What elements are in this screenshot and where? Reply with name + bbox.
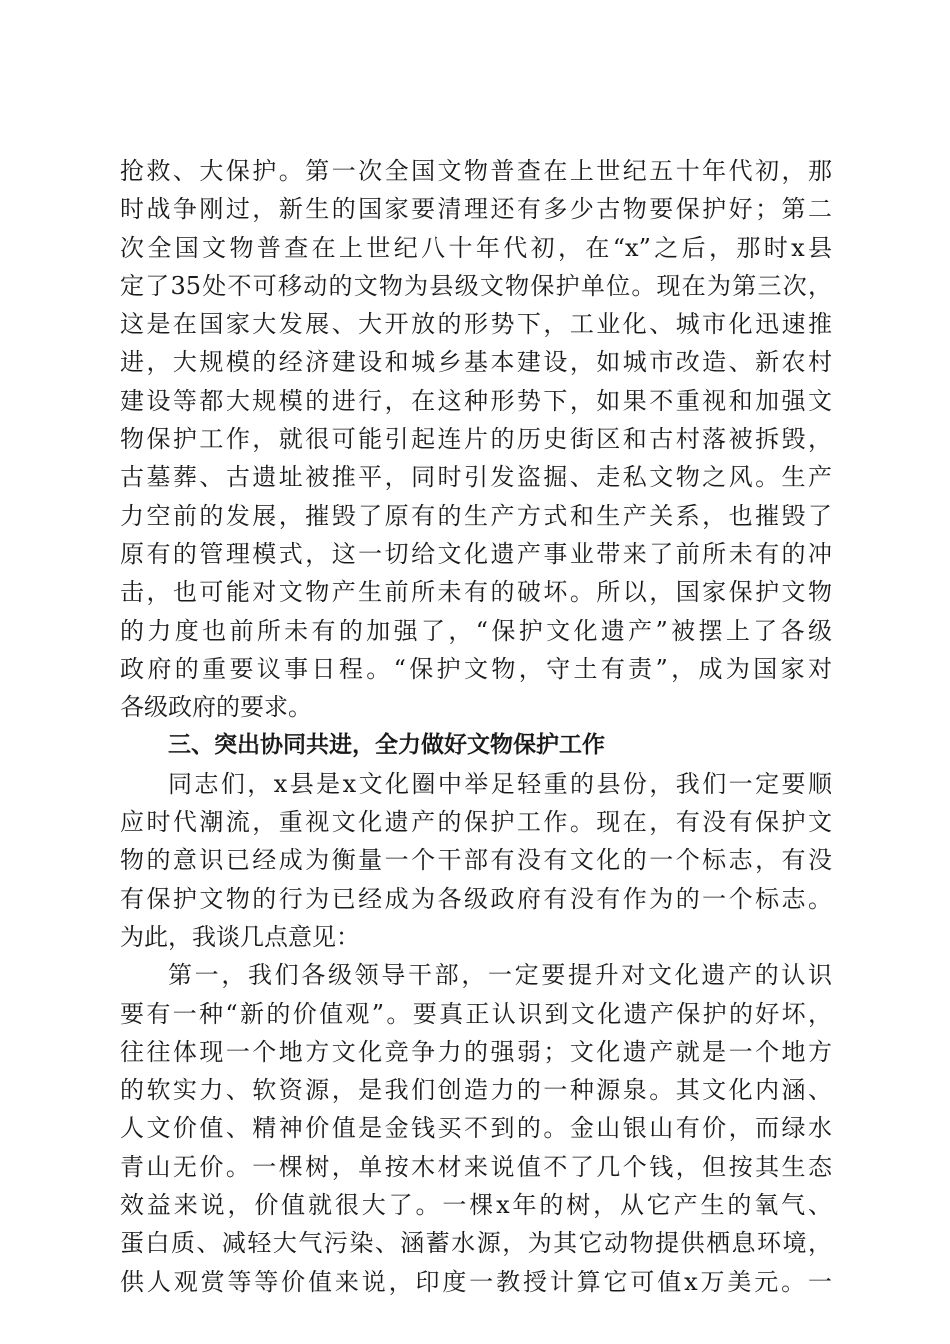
body-line: 物的意识已经成为衡量一个干部有没有文化的一个标志，有没 — [120, 846, 832, 875]
body-line: 的力度也前所未有的加强了，“保护文化遗产”被摆上了各级 — [120, 616, 832, 645]
paragraph-first-line: 第一，我们各级领导干部，一定要提升对文化遗产的认识 — [168, 961, 832, 990]
section-heading: 三、突出协同共进，全力做好文物保护工作 — [168, 732, 605, 759]
body-line: 时战争刚过，新生的国家要清理还有多少古物要保护好；第二 — [120, 195, 832, 224]
body-line: 定了35处不可移动的文物为县级文物保护单位。现在为第三次， — [120, 271, 832, 300]
body-line: 物保护工作，就很可能引起连片的历史街区和古村落被拆毁， — [120, 425, 832, 454]
paragraph-first-line: 同志们，x县是x文化圈中举足轻重的县份，我们一定要顺 — [168, 769, 832, 798]
body-line: 有保护文物的行为已经成为各级政府有没有作为的一个标志。 — [120, 884, 832, 913]
paragraph-end-line: 各级政府的要求。 — [120, 693, 312, 722]
body-line: 力空前的发展，摧毁了原有的生产方式和生产关系，也摧毁了 — [120, 501, 832, 530]
body-line: 抢救、大保护。第一次全国文物普查在上世纪五十年代初，那 — [120, 157, 832, 185]
body-line: 要有一种“新的价值观”。要真正认识到文化遗产保护的好坏， — [120, 999, 832, 1028]
body-line: 进，大规模的经济建设和城乡基本建设，如城市改造、新农村 — [120, 348, 832, 377]
body-line: 应时代潮流，重视文化遗产的保护工作。现在，有没有保护文 — [120, 808, 832, 837]
body-line: 的软实力、软资源，是我们创造力的一种源泉。其文化内涵、 — [120, 1076, 832, 1105]
body-line: 效益来说，价值就很大了。一棵x年的树，从它产生的氧气、 — [120, 1191, 832, 1220]
body-line: 蛋白质、减轻大气污染、涵蓄水源，为其它动物提供栖息环境， — [120, 1229, 832, 1258]
body-line: 人文价值、精神价值是金钱买不到的。金山银山有价，而绿水 — [120, 1114, 832, 1143]
body-line: 次全国文物普查在上世纪八十年代初，在“x”之后，那时x县 — [120, 233, 832, 262]
body-line: 供人观赏等等价值来说，印度一教授计算它可值x万美元。一 — [120, 1267, 832, 1296]
body-line: 这是在国家大发展、大开放的形势下，工业化、城市化迅速推 — [120, 310, 832, 339]
body-line: 古墓葬、古遗址被推平，同时引发盗掘、走私文物之风。生产 — [120, 463, 832, 492]
paragraph-end-line: 为此，我谈几点意见： — [120, 922, 360, 951]
body-line: 建设等都大规模的进行，在这种形势下，如果不重视和加强文 — [120, 386, 832, 415]
body-line: 击，也可能对文物产生前所未有的破坏。所以，国家保护文物 — [120, 578, 832, 607]
body-line: 原有的管理模式，这一切给文化遗产事业带来了前所未有的冲 — [120, 539, 832, 568]
body-line: 青山无价。一棵树，单按木材来说值不了几个钱，但按其生态 — [120, 1152, 832, 1181]
body-line: 政府的重要议事日程。“保护文物，守土有责”，成为国家对 — [120, 654, 832, 683]
document-body — [120, 152, 832, 1301]
body-line: 往往体现一个地方文化竞争力的强弱；文化遗产就是一个地方 — [120, 1037, 832, 1066]
